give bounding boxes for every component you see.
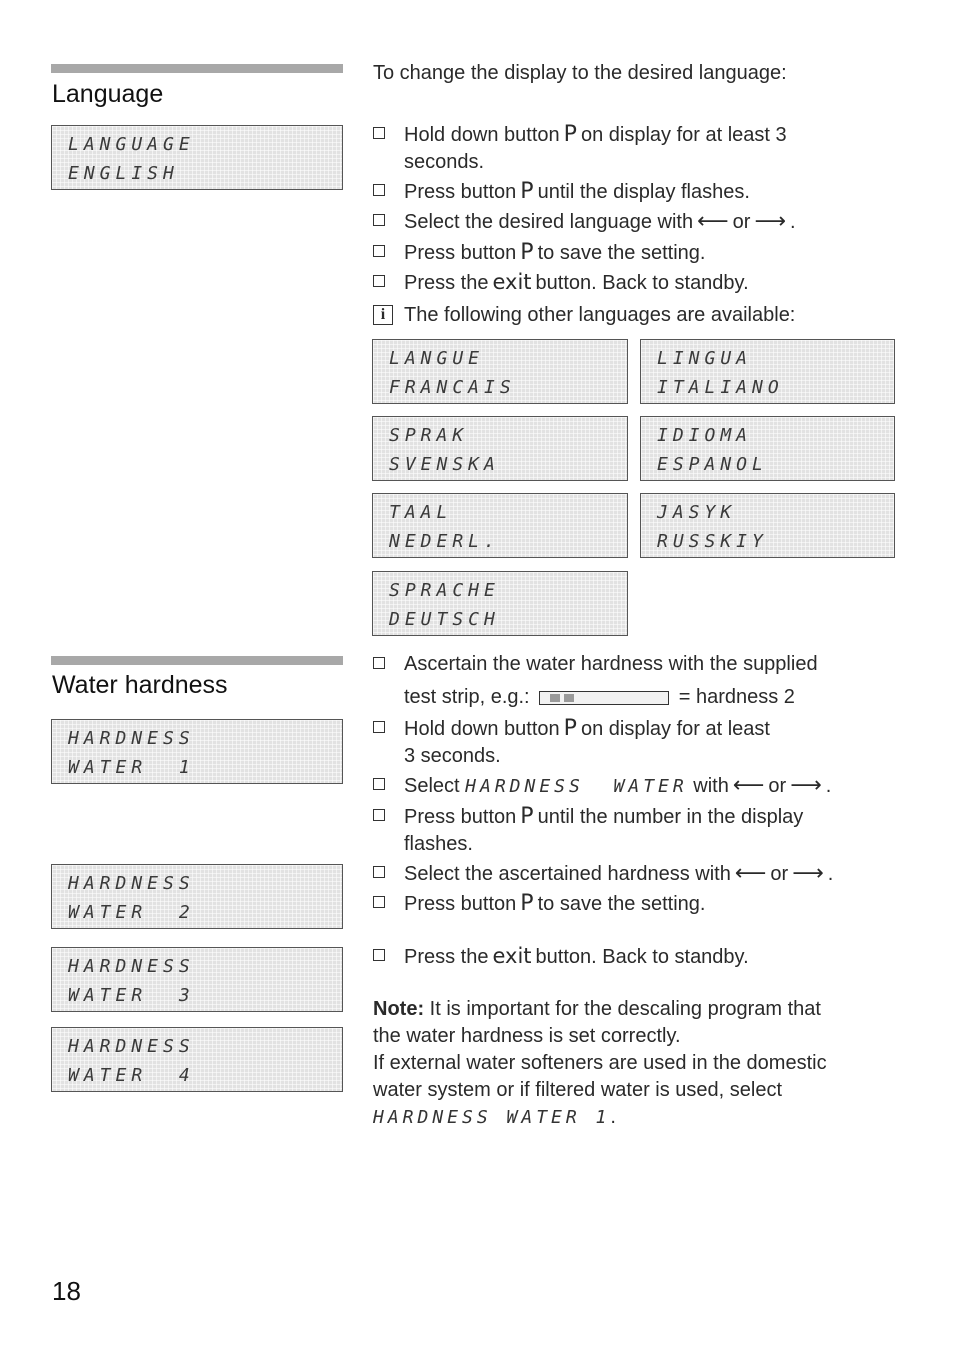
note-text: It is important for the descaling program that — [429, 998, 821, 1020]
lcd-line: LINGUA — [657, 348, 753, 369]
lcd-line: HARDNESS — [68, 728, 195, 749]
step-text: test strip, e.g.: — [404, 686, 530, 708]
step-text: Press button — [404, 242, 517, 264]
checkbox-icon — [373, 127, 385, 139]
checkbox-icon — [373, 721, 385, 733]
step-text: to save the setting. — [537, 893, 706, 915]
lcd-language-italiano — [640, 339, 895, 404]
lcd-line: HARDNESS — [68, 873, 195, 894]
step-text: Select the desired language with — [404, 211, 694, 233]
step-text: = hardness 2 — [678, 686, 795, 708]
note-text: the water hardness is set correctly. — [373, 1025, 681, 1047]
section-rule-water — [51, 656, 343, 665]
water-step-7 — [373, 943, 749, 971]
lcd-line: TAAL — [389, 502, 453, 523]
heading-water-hardness: Water hardness — [52, 671, 228, 699]
right-arrow-icon: ⟶ — [754, 209, 786, 234]
note-text: . — [610, 1106, 616, 1128]
checkbox-icon — [373, 778, 385, 790]
lcd-line: ENGLISH — [68, 163, 179, 184]
lcd-line: LANGUE — [389, 348, 485, 369]
note-block — [373, 996, 827, 1131]
p-button-label: P — [563, 716, 577, 741]
note-text: If external water softeners are used in the domestic — [373, 1052, 827, 1074]
lcd-line: WATER 1 — [68, 757, 195, 778]
inline-lcd-text: HARDNESS WATER — [465, 776, 688, 797]
language-step-4 — [373, 239, 705, 267]
language-info — [373, 302, 795, 329]
step-text: on display for at least — [580, 718, 770, 740]
water-step-3 — [373, 772, 831, 800]
strip-pad-colored — [564, 694, 574, 702]
test-strip-icon — [539, 691, 669, 705]
left-arrow-icon: ⟵ — [734, 861, 767, 886]
step-text: . — [827, 863, 834, 885]
info-text: The following other languages are available: — [404, 304, 796, 326]
water-step-4 — [373, 803, 803, 858]
lcd-line: ESPANOL — [657, 454, 768, 475]
left-arrow-icon: ⟵ — [697, 209, 729, 234]
step-text: button. Back to standby. — [535, 946, 749, 968]
language-step-3 — [373, 208, 796, 236]
p-button-label: P — [520, 240, 534, 265]
lcd-hardness-4 — [51, 1027, 343, 1092]
step-text: until the number in the display — [537, 806, 804, 828]
lcd-line: SPRACHE — [389, 580, 500, 601]
checkbox-icon — [373, 184, 385, 196]
lcd-hardness-3 — [51, 947, 343, 1012]
lcd-language-nederl — [372, 493, 628, 558]
right-arrow-icon: ⟶ — [792, 861, 824, 886]
lcd-language-espanol — [640, 416, 895, 481]
heading-language: Language — [52, 80, 164, 108]
left-arrow-icon: ⟵ — [732, 773, 765, 798]
water-step-1 — [373, 651, 818, 711]
step-text: Ascertain the water hardness with the supplied — [404, 653, 818, 675]
lcd-language-svenska — [372, 416, 628, 481]
p-button-label: P — [520, 891, 534, 916]
lcd-hardness-1 — [51, 719, 343, 784]
lcd-line: NEDERL. — [389, 531, 500, 552]
lcd-language-english — [51, 125, 343, 190]
step-text: to save the setting. — [537, 242, 706, 264]
step-text: 3 seconds. — [404, 745, 501, 767]
checkbox-icon — [373, 809, 385, 821]
step-text: Press button — [404, 181, 517, 203]
checkbox-icon — [373, 949, 385, 961]
lcd-language-russkiy — [640, 493, 895, 558]
right-arrow-icon: ⟶ — [790, 773, 822, 798]
lcd-line: JASYK — [657, 502, 737, 523]
step-text: flashes. — [404, 833, 473, 855]
water-step-5 — [373, 860, 833, 888]
step-text: Select — [404, 775, 460, 797]
note-text: water system or if filtered water is used, select — [373, 1079, 783, 1101]
language-step-5 — [373, 269, 749, 297]
lcd-line: WATER 4 — [68, 1065, 195, 1086]
checkbox-icon — [373, 657, 385, 669]
info-icon: i — [373, 305, 393, 325]
step-text: until the display flashes. — [537, 181, 750, 203]
step-text: Hold down button — [404, 124, 560, 146]
lcd-language-francais — [372, 339, 628, 404]
lcd-language-deutsch — [372, 571, 628, 636]
step-text: Press button — [404, 806, 517, 828]
step-text: Press the — [404, 272, 489, 294]
step-text: or — [732, 211, 751, 233]
checkbox-icon — [373, 275, 385, 287]
lcd-line: HARDNESS — [68, 1036, 195, 1057]
step-text: seconds. — [404, 151, 485, 173]
checkbox-icon — [373, 896, 385, 908]
lcd-line: SPRAK — [389, 425, 469, 446]
strip-pad-colored — [550, 694, 560, 702]
lcd-line: DEUTSCH — [389, 609, 500, 630]
language-intro: To change the display to the desired language: — [373, 62, 787, 84]
p-button-label: P — [520, 804, 534, 829]
lcd-line: RUSSKIY — [657, 531, 768, 552]
step-text: with — [693, 775, 729, 797]
inline-lcd-text: HARDNESS WATER 1 — [373, 1107, 611, 1128]
step-text: . — [825, 775, 832, 797]
checkbox-icon — [373, 245, 385, 257]
p-button-label: P — [520, 179, 534, 204]
language-step-2 — [373, 178, 750, 206]
water-step-2 — [373, 715, 770, 770]
lcd-line: WATER 2 — [68, 902, 195, 923]
note-label: Note: — [373, 998, 425, 1020]
page-number: 18 — [52, 1276, 81, 1306]
lcd-line: WATER 3 — [68, 985, 195, 1006]
water-step-6 — [373, 890, 705, 918]
lcd-line: LANGUAGE — [68, 134, 195, 155]
checkbox-icon — [373, 866, 385, 878]
exit-button-label: exit — [492, 944, 532, 968]
lcd-hardness-2 — [51, 864, 343, 929]
lcd-line: FRANCAIS — [389, 377, 516, 398]
lcd-line: SVENSKA — [389, 454, 500, 475]
section-rule-language — [51, 64, 343, 73]
lcd-line: HARDNESS — [68, 956, 195, 977]
language-step-1 — [373, 121, 787, 176]
step-text: Press the — [404, 946, 489, 968]
checkbox-icon — [373, 214, 385, 226]
p-button-label: P — [563, 122, 577, 147]
lcd-line: IDIOMA — [657, 425, 753, 446]
exit-button-label: exit — [492, 270, 532, 294]
step-text: . — [789, 211, 796, 233]
step-text: Hold down button — [404, 718, 560, 740]
step-text: button. Back to standby. — [535, 272, 749, 294]
step-text: Press button — [404, 893, 517, 915]
step-text: on display for at least 3 — [580, 124, 787, 146]
step-text: Select the ascertained hardness with — [404, 863, 731, 885]
step-text: or — [768, 775, 787, 797]
lcd-line: ITALIANO — [657, 377, 784, 398]
step-text: or — [770, 863, 789, 885]
